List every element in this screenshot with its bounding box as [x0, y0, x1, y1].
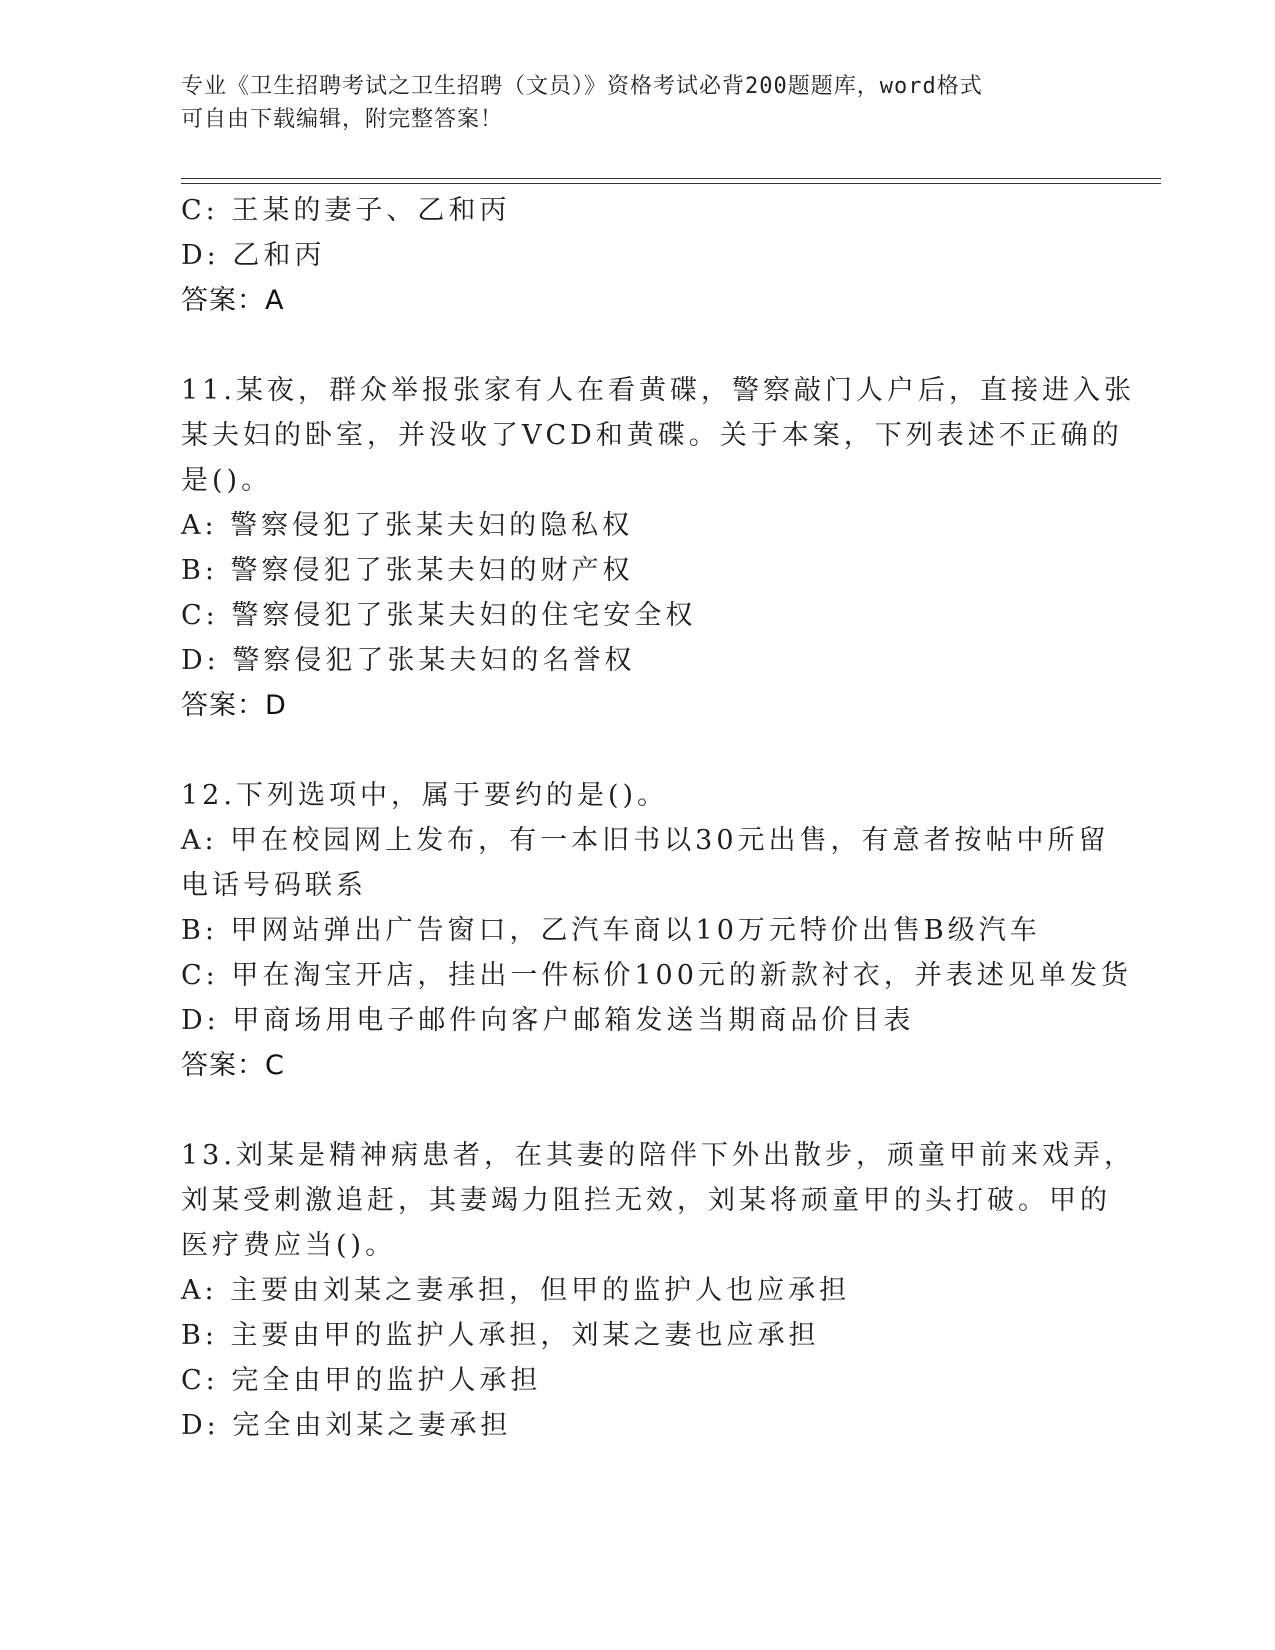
option-d: D: 警察侵犯了张某夫妇的名誉权: [181, 645, 636, 676]
question-stem-line: 11.某夜，群众举报张家有人在看黄碟，警察敲门人户后，直接进入张: [181, 375, 1135, 406]
question-stem-line: 医疗费应当()。: [181, 1230, 397, 1261]
header-title-line-1: 专业《卫生招聘考试之卫生招聘（文员）》资格考试必背200题题库，word格式: [181, 74, 983, 99]
answer-line: 答案：D: [181, 690, 287, 721]
question-stem-line: 某夫妇的卧室，并没收了VCD和黄碟。关于本案，下列表述不正确的: [181, 420, 1123, 451]
option-c: C: 王某的妻子、乙和丙: [181, 195, 511, 226]
option-d: D: 乙和丙: [181, 240, 326, 271]
option-b: B: 警察侵犯了张某夫妇的财产权: [181, 555, 634, 586]
answer-line: 答案：C: [181, 1050, 285, 1081]
option-c: C: 完全由甲的监护人承担: [181, 1365, 542, 1396]
question-stem-line: 刘某受刺激追赶，其妻竭力阻拦无效，刘某将顽童甲的头打破。甲的: [181, 1185, 1111, 1216]
option-a: A: 警察侵犯了张某夫妇的隐私权: [181, 510, 634, 541]
spacer: [181, 323, 1081, 368]
option-a-continuation: 电话号码联系: [181, 870, 367, 901]
header-divider-top: [181, 178, 1161, 179]
header-divider-bottom: [181, 183, 1161, 184]
option-d: D: 完全由刘某之妻承担: [181, 1410, 512, 1441]
answer-line: 答案：A: [181, 285, 285, 316]
question-12: [181, 773, 1132, 1088]
option-b: B: 主要由甲的监护人承担，刘某之妻也应承担: [181, 1320, 820, 1351]
spacer: [181, 1088, 1081, 1133]
option-a: A: 甲在校园网上发布，有一本旧书以30元出售，有意者按帖中所留: [181, 825, 1110, 856]
spacer: [181, 728, 1081, 773]
option-a: A: 主要由刘某之妻承担，但甲的监护人也应承担: [181, 1275, 851, 1306]
option-c: C: 警察侵犯了张某夫妇的住宅安全权: [181, 600, 697, 631]
question-stem-line: 12.下列选项中，属于要约的是()。: [181, 780, 669, 811]
question-13: [181, 1133, 1135, 1448]
question-11: [181, 368, 1135, 728]
question-10-continuation: [181, 188, 1081, 323]
question-content: [181, 188, 1135, 1448]
page-header: [181, 70, 1061, 136]
option-b: B: 甲网站弹出广告窗口，乙汽车商以10万元特价出售B级汽车: [181, 915, 1041, 946]
question-stem-line: 是()。: [181, 465, 273, 496]
header-title-line-2: 可自由下载编辑，附完整答案！: [181, 107, 504, 132]
question-stem-line: 13.刘某是精神病患者，在其妻的陪伴下外出散步，顽童甲前来戏弄，: [181, 1140, 1135, 1171]
option-d: D: 甲商场用电子邮件向客户邮箱发送当期商品价目表: [181, 1005, 915, 1036]
option-c: C: 甲在淘宝开店，挂出一件标价100元的新款衬衣，并表述见单发货: [181, 960, 1132, 991]
